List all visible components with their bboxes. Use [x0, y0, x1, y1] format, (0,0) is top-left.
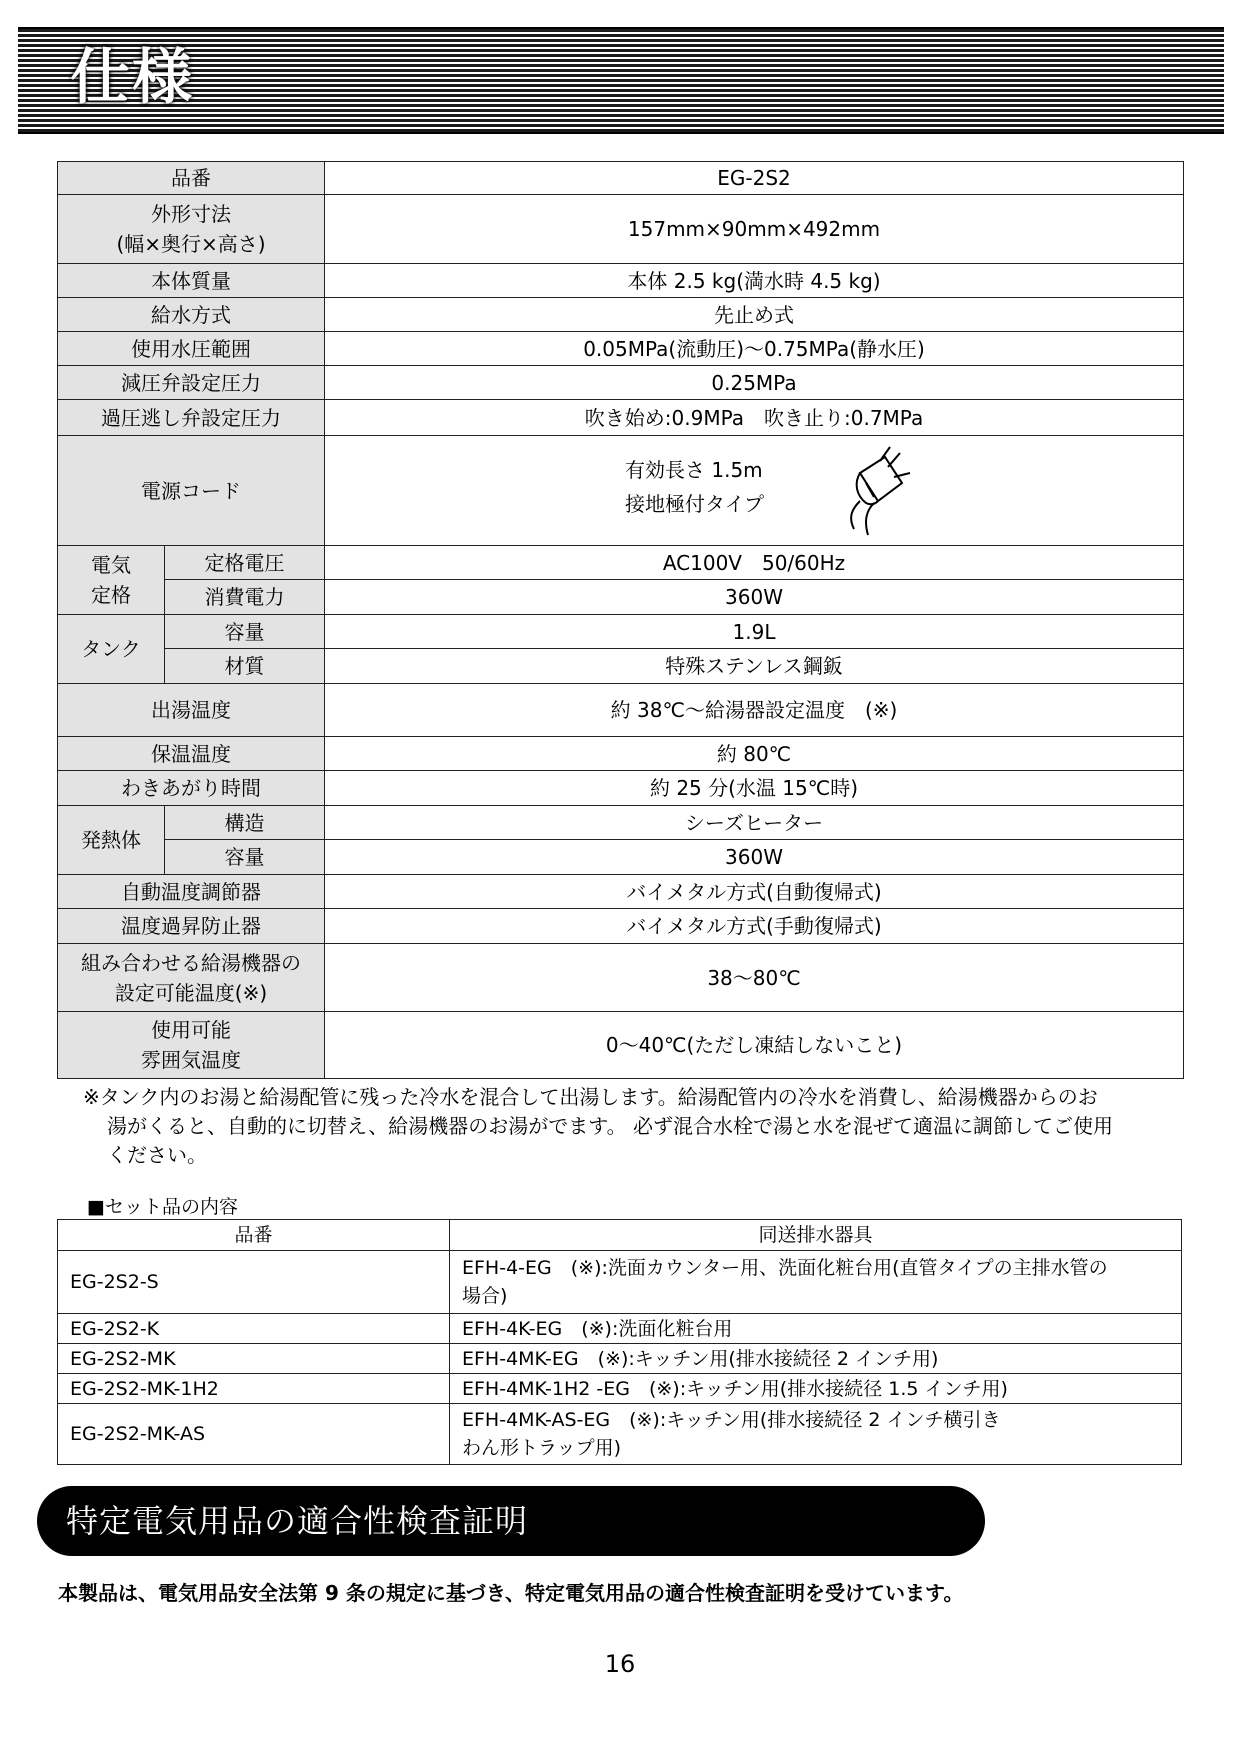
- spec-label-line: 設定可能温度(※): [114, 980, 268, 1005]
- spec-label: 使用水圧範囲: [58, 332, 325, 366]
- item-line: EFH-4-EG (※):洗面カウンター用、洗面化粧台用(直管タイプの主排水管の: [462, 1257, 1108, 1279]
- item-cell: EFH-4K-EG (※):洗面化粧台用: [450, 1314, 1182, 1344]
- table-row: [58, 1344, 1182, 1374]
- spec-value: AC100V 50/60Hz: [325, 546, 1184, 580]
- spec-label: 容量: [165, 615, 325, 649]
- item-cell: [450, 1404, 1182, 1465]
- spec-row-combo: [58, 944, 1184, 1012]
- spec-row-heatup: [58, 771, 1184, 806]
- model-cell: EG-2S2-MK: [58, 1344, 450, 1374]
- footnote-line: ください。: [107, 1143, 207, 1167]
- item-cell: EFH-4MK-EG (※):キッチン用(排水接続径 2 インチ用): [450, 1344, 1182, 1374]
- item-line: わん形トラップ用): [462, 1437, 622, 1459]
- spec-row-mass: [58, 264, 1184, 298]
- spec-row-ambient: [58, 1012, 1184, 1079]
- item-line: 場合): [462, 1285, 508, 1307]
- spec-label: 品番: [58, 162, 325, 195]
- spec-value: 先止め式: [325, 298, 1184, 332]
- footnote-line: ※タンク内のお湯と給湯配管に残った冷水を混合して出湯します。給湯配管内の冷水を消費し、給湯機器からのお: [83, 1085, 1098, 1109]
- spec-row-cord: [58, 436, 1184, 546]
- section-title: 特定電気用品の適合性検査証明: [66, 1502, 529, 1540]
- spec-label: [58, 1012, 325, 1079]
- page-title: 仕様: [70, 43, 194, 113]
- spec-row-keep-temp: [58, 737, 1184, 771]
- item-cell: EFH-4MK-1H2 -EG (※):キッチン用(排水接続径 1.5 インチ用): [450, 1374, 1182, 1404]
- spec-label: 自動温度調節器: [58, 875, 325, 909]
- spec-label: [58, 195, 325, 264]
- spec-label: 容量: [165, 840, 325, 875]
- spec-row-outlet-temp: [58, 684, 1184, 737]
- spec-label-line: 外形寸法: [151, 202, 231, 226]
- spec-table: [57, 161, 1184, 1079]
- spec-row-pressure: [58, 332, 1184, 366]
- spec-row-power: [58, 580, 1184, 615]
- spec-value: 約 80℃: [325, 737, 1184, 771]
- spec-group-label: [58, 546, 165, 615]
- spec-label-line: 定格: [91, 583, 131, 607]
- spec-label: 材質: [165, 649, 325, 684]
- spec-label: 定格電圧: [165, 546, 325, 580]
- spec-row-overheat: [58, 909, 1184, 944]
- spec-value: 38〜80℃: [325, 944, 1184, 1012]
- spec-label: 電源コード: [58, 436, 325, 546]
- set-contents-table: [57, 1219, 1182, 1465]
- spec-row-tank-capacity: [58, 615, 1184, 649]
- spec-label: 減圧弁設定圧力: [58, 366, 325, 400]
- spec-value: [325, 436, 1184, 546]
- model-cell: EG-2S2-K: [58, 1314, 450, 1344]
- spec-group-label: 発熱体: [58, 806, 165, 875]
- spec-label-line: 使用可能: [151, 1018, 231, 1042]
- spec-label: わきあがり時間: [58, 771, 325, 806]
- model-cell: EG-2S2-MK-AS: [58, 1404, 450, 1465]
- footnote-line: 湯がくると、自動的に切替え、給湯機器のお湯がでます。 必ず混合水栓で湯と水を混ぜて適温に調節してご使用: [107, 1114, 1113, 1138]
- header-band: [18, 27, 1224, 134]
- spec-row-hinban: [58, 162, 1184, 195]
- spec-value: 360W: [325, 840, 1184, 875]
- spec-value: 約 38℃〜給湯器設定温度 (※): [325, 684, 1184, 737]
- plug-icon: [830, 443, 920, 539]
- table-row: [58, 1314, 1182, 1344]
- spec-label: 保温温度: [58, 737, 325, 771]
- spec-row-thermostat: [58, 875, 1184, 909]
- item-line: EFH-4MK-AS-EG (※):キッチン用(排水接続径 2 インチ横引き: [462, 1409, 1001, 1431]
- spec-value: 0.25MPa: [325, 366, 1184, 400]
- page-number: 16: [604, 1650, 636, 1678]
- model-cell: EG-2S2-MK-1H2: [58, 1374, 450, 1404]
- table-header-row: [58, 1220, 1182, 1251]
- spec-value: 本体 2.5 kg(満水時 4.5 kg): [325, 264, 1184, 298]
- spec-label: 給水方式: [58, 298, 325, 332]
- table-row: [58, 1251, 1182, 1314]
- spec-row-material: [58, 649, 1184, 684]
- spec-label-line: (幅×奥行×高さ): [116, 232, 266, 256]
- spec-label: 構造: [165, 806, 325, 840]
- spec-label: [58, 944, 325, 1012]
- spec-value: 0.05MPa(流動圧)〜0.75MPa(静水圧): [325, 332, 1184, 366]
- item-cell: [450, 1251, 1182, 1314]
- table-row: [58, 1404, 1182, 1465]
- spec-value: 0〜40℃(ただし凍結しないこと): [325, 1012, 1184, 1079]
- spec-row-dims: [58, 195, 1184, 264]
- spec-row-supply: [58, 298, 1184, 332]
- spec-value: 157mm×90mm×492mm: [325, 195, 1184, 264]
- spec-value: EG-2S2: [325, 162, 1184, 195]
- column-header: 品番: [58, 1220, 450, 1251]
- spec-value: 約 25 分(水温 15℃時): [325, 771, 1184, 806]
- spec-value: 1.9L: [325, 615, 1184, 649]
- spec-row-relief: [58, 400, 1184, 436]
- spec-label-line: 組み合わせる給湯機器の: [81, 950, 301, 975]
- model-cell: EG-2S2-S: [58, 1251, 450, 1314]
- spec-value: バイメタル方式(手動復帰式): [325, 909, 1184, 944]
- table-row: [58, 1374, 1182, 1404]
- spec-row-heater-structure: [58, 806, 1184, 840]
- spec-value: バイメタル方式(自動復帰式): [325, 875, 1184, 909]
- spec-value: シーズヒーター: [325, 806, 1184, 840]
- spec-value: 360W: [325, 580, 1184, 615]
- spec-label: 温度過昇防止器: [58, 909, 325, 944]
- spec-value: 吹き始め:0.9MPa 吹き止り:0.7MPa: [325, 400, 1184, 436]
- column-header: 同送排水器具: [450, 1220, 1182, 1251]
- spec-row-voltage: [58, 546, 1184, 580]
- set-contents-title: ■セット品の内容: [87, 1196, 238, 1218]
- cert-statement: 本製品は、電気用品安全法第 9 条の規定に基づき、特定電気用品の適合性検査証明を受けています。: [58, 1581, 964, 1605]
- cord-type: 接地極付タイプ: [625, 491, 764, 516]
- spec-label: 過圧逃し弁設定圧力: [58, 400, 325, 436]
- spec-row-heater-capacity: [58, 840, 1184, 875]
- spec-label: 出湯温度: [58, 684, 325, 737]
- spec-label: 消費電力: [165, 580, 325, 615]
- cord-length: 有効長さ 1.5m: [625, 457, 763, 482]
- spec-label: 本体質量: [58, 264, 325, 298]
- spec-row-reducer: [58, 366, 1184, 400]
- footnote: [83, 1083, 1193, 1170]
- spec-group-label: タンク: [58, 615, 165, 684]
- spec-label-line: 電気: [91, 553, 131, 577]
- spec-label-line: 雰囲気温度: [141, 1048, 241, 1072]
- spec-value: 特殊ステンレス鋼鈑: [325, 649, 1184, 684]
